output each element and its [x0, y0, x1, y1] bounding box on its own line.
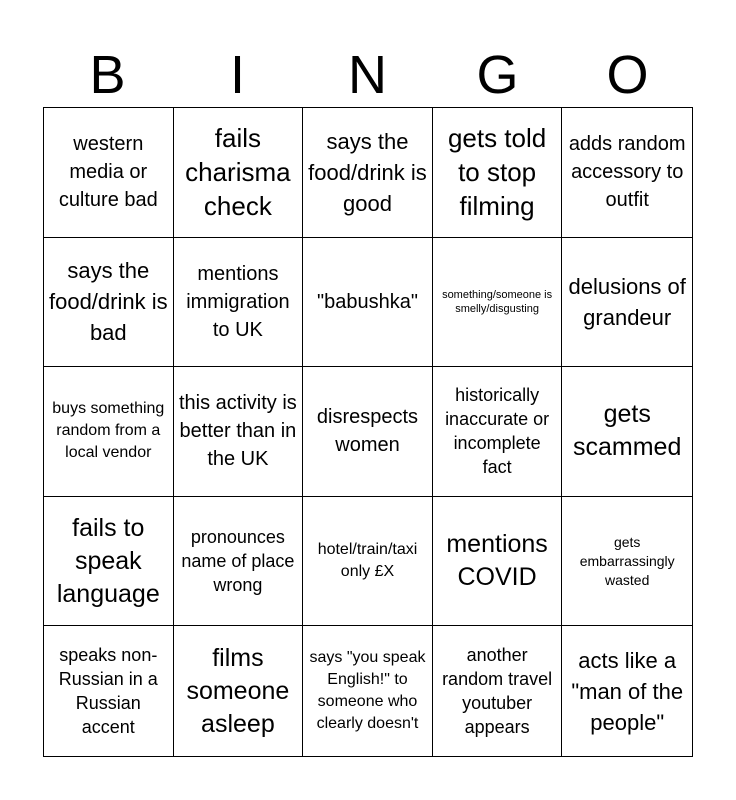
bingo-cell[interactable]: delusions of grandeur — [562, 238, 692, 368]
bingo-cell[interactable]: buys something random from a local vendor — [44, 367, 174, 497]
bingo-cell[interactable]: says "you speak English!" to someone who clearly doesn't — [303, 626, 433, 756]
bingo-cell[interactable]: "babushka" — [303, 238, 433, 368]
header-letter-o: O — [606, 45, 650, 105]
bingo-cell[interactable]: historically inaccurate or incomplete fact — [433, 367, 563, 497]
bingo-cell[interactable]: fails charisma check — [174, 108, 304, 238]
bingo-cell[interactable]: western media or culture bad — [44, 108, 174, 238]
bingo-cell[interactable]: pronounces name of place wrong — [174, 497, 304, 627]
bingo-cell[interactable]: says the food/drink is bad — [44, 238, 174, 368]
bingo-cell[interactable]: gets embarrassingly wasted — [562, 497, 692, 627]
header-letter-g: G — [476, 45, 520, 105]
header-letter-i: I — [229, 45, 246, 105]
bingo-header — [43, 44, 693, 106]
bingo-cell[interactable]: mentions COVID — [433, 497, 563, 627]
bingo-cell[interactable]: acts like a "man of the people" — [571, 647, 684, 735]
bingo-cell[interactable]: this activity is better than in the UK — [174, 367, 304, 497]
bingo-cell[interactable]: another random travel youtuber appears — [433, 626, 563, 756]
bingo-cell[interactable]: says the food/drink is good — [303, 108, 433, 238]
bingo-cell[interactable]: speaks non-Russian in a Russian accent — [44, 626, 174, 756]
bingo-cell[interactable]: something/someone is smelly/disgusting — [433, 238, 563, 368]
bingo-cell[interactable]: gets told to stop filming — [433, 108, 563, 238]
bingo-cell[interactable]: hotel/train/taxi only £X — [303, 497, 433, 627]
bingo-cell[interactable]: adds random accessory to outfit — [562, 108, 692, 238]
bingo-cell[interactable]: mentions immigration to UK — [174, 238, 304, 368]
bingo-cell[interactable]: disrespects women — [303, 367, 433, 497]
header-letter-n: N — [348, 45, 388, 105]
bingo-cell[interactable]: gets scammed — [562, 367, 692, 497]
bingo-grid — [43, 107, 693, 757]
bingo-cell[interactable]: fails to speak language — [44, 497, 174, 627]
bingo-cell[interactable]: films someone asleep — [174, 626, 304, 756]
header-letter-b: B — [89, 45, 127, 105]
